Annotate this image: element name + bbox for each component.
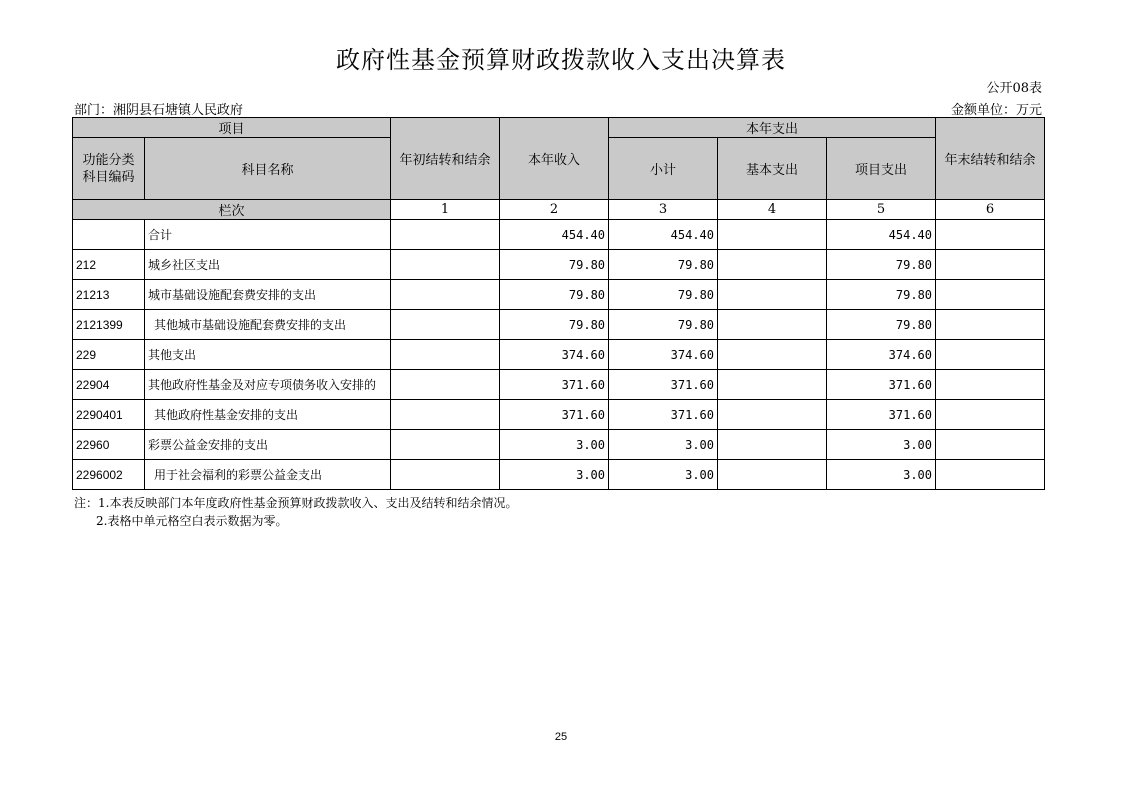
page-title: 政府性基金预算财政拨款收入支出决算表 bbox=[336, 46, 786, 74]
row-end-balance bbox=[936, 400, 1045, 430]
row-end-balance bbox=[936, 220, 1045, 250]
row-basic bbox=[718, 460, 827, 490]
row-code bbox=[73, 220, 145, 250]
row-income: 3.00 bbox=[500, 460, 609, 490]
header-func-code: 功能分类 科目编码 bbox=[73, 138, 145, 200]
table-row bbox=[73, 400, 1045, 430]
row-begin-balance bbox=[391, 400, 500, 430]
row-name: 合计 bbox=[145, 220, 391, 250]
row-name: 其他城市基础设施配套费安排的支出 bbox=[145, 310, 391, 340]
row-basic bbox=[718, 370, 827, 400]
row-name: 彩票公益金安排的支出 bbox=[145, 430, 391, 460]
footnotes bbox=[74, 494, 517, 530]
row-basic bbox=[718, 280, 827, 310]
col-number: 4 bbox=[718, 200, 827, 220]
row-end-balance bbox=[936, 250, 1045, 280]
row-code: 22960 bbox=[73, 430, 145, 460]
row-name: 其他支出 bbox=[145, 340, 391, 370]
header-begin-balance: 年初结转和结余 bbox=[391, 118, 500, 200]
department-label: 部门：湘阴县石塘镇人民政府 bbox=[74, 103, 244, 118]
col-number: 3 bbox=[609, 200, 718, 220]
row-name: 其他政府性基金及对应专项债务收入安排的 bbox=[145, 370, 391, 400]
col-number: 6 bbox=[936, 200, 1045, 220]
row-begin-balance bbox=[391, 430, 500, 460]
col-number: 1 bbox=[391, 200, 500, 220]
row-subtotal: 79.80 bbox=[609, 310, 718, 340]
col-number: 2 bbox=[500, 200, 609, 220]
row-subtotal: 454.40 bbox=[609, 220, 718, 250]
form-number: 公开08表 bbox=[986, 81, 1042, 96]
row-end-balance bbox=[936, 310, 1045, 340]
header-income: 本年收入 bbox=[500, 118, 609, 200]
table-row bbox=[73, 220, 1045, 250]
footnote: 注：1.本表反映部门本年度政府性基金预算财政拨款收入、支出及结转和结余情况。 bbox=[74, 496, 518, 510]
row-begin-balance bbox=[391, 250, 500, 280]
header-subtotal: 小计 bbox=[609, 138, 718, 200]
table-row bbox=[73, 370, 1045, 400]
page-number: 25 bbox=[554, 731, 568, 743]
row-project: 374.60 bbox=[827, 340, 936, 370]
header-subject-name: 科目名称 bbox=[145, 138, 391, 200]
row-name: 城市基础设施配套费安排的支出 bbox=[145, 280, 391, 310]
row-basic bbox=[718, 220, 827, 250]
row-code: 212 bbox=[73, 250, 145, 280]
row-project: 79.80 bbox=[827, 250, 936, 280]
row-name: 城乡社区支出 bbox=[145, 250, 391, 280]
row-begin-balance bbox=[391, 280, 500, 310]
row-code: 2290401 bbox=[73, 400, 145, 430]
row-income: 371.60 bbox=[500, 370, 609, 400]
header-item: 项目 bbox=[73, 118, 391, 138]
header-col-label: 栏次 bbox=[73, 200, 391, 220]
row-name: 其他政府性基金安排的支出 bbox=[145, 400, 391, 430]
footnote: 2.表格中单元格空白表示数据为零。 bbox=[96, 514, 288, 528]
table-row bbox=[73, 460, 1045, 490]
table-row bbox=[73, 280, 1045, 310]
row-end-balance bbox=[936, 430, 1045, 460]
row-begin-balance bbox=[391, 310, 500, 340]
row-code: 2296002 bbox=[73, 460, 145, 490]
row-subtotal: 371.60 bbox=[609, 370, 718, 400]
row-basic bbox=[718, 250, 827, 280]
header-expense: 本年支出 bbox=[609, 118, 936, 138]
row-basic bbox=[718, 400, 827, 430]
row-code: 229 bbox=[73, 340, 145, 370]
row-income: 79.80 bbox=[500, 280, 609, 310]
row-income: 3.00 bbox=[500, 430, 609, 460]
table-row bbox=[73, 340, 1045, 370]
col-number: 5 bbox=[827, 200, 936, 220]
row-begin-balance bbox=[391, 220, 500, 250]
row-project: 454.40 bbox=[827, 220, 936, 250]
row-code: 22904 bbox=[73, 370, 145, 400]
row-subtotal: 3.00 bbox=[609, 430, 718, 460]
row-subtotal: 3.00 bbox=[609, 460, 718, 490]
row-code: 2121399 bbox=[73, 310, 145, 340]
row-income: 79.80 bbox=[500, 310, 609, 340]
row-end-balance bbox=[936, 370, 1045, 400]
row-code: 21213 bbox=[73, 280, 145, 310]
amount-unit-label: 金额单位：万元 bbox=[950, 103, 1042, 118]
row-income: 79.80 bbox=[500, 250, 609, 280]
row-end-balance bbox=[936, 280, 1045, 310]
row-subtotal: 79.80 bbox=[609, 250, 718, 280]
row-end-balance bbox=[936, 460, 1045, 490]
row-project: 371.60 bbox=[827, 400, 936, 430]
row-income: 374.60 bbox=[500, 340, 609, 370]
row-end-balance bbox=[936, 340, 1045, 370]
row-income: 454.40 bbox=[500, 220, 609, 250]
row-subtotal: 374.60 bbox=[609, 340, 718, 370]
row-basic bbox=[718, 340, 827, 370]
row-begin-balance bbox=[391, 340, 500, 370]
header-end-balance: 年末结转和结余 bbox=[936, 118, 1045, 200]
budget-table bbox=[72, 117, 1045, 490]
row-basic bbox=[718, 430, 827, 460]
header-project: 项目支出 bbox=[827, 138, 936, 200]
row-project: 371.60 bbox=[827, 370, 936, 400]
row-subtotal: 79.80 bbox=[609, 280, 718, 310]
row-begin-balance bbox=[391, 460, 500, 490]
header-basic: 基本支出 bbox=[718, 138, 827, 200]
row-project: 3.00 bbox=[827, 430, 936, 460]
table-row bbox=[73, 250, 1045, 280]
table-row bbox=[73, 310, 1045, 340]
row-begin-balance bbox=[391, 370, 500, 400]
row-subtotal: 371.60 bbox=[609, 400, 718, 430]
row-project: 79.80 bbox=[827, 280, 936, 310]
table-row bbox=[73, 430, 1045, 460]
row-project: 3.00 bbox=[827, 460, 936, 490]
row-income: 371.60 bbox=[500, 400, 609, 430]
row-basic bbox=[718, 310, 827, 340]
row-project: 79.80 bbox=[827, 310, 936, 340]
row-name: 用于社会福利的彩票公益金支出 bbox=[145, 460, 391, 490]
